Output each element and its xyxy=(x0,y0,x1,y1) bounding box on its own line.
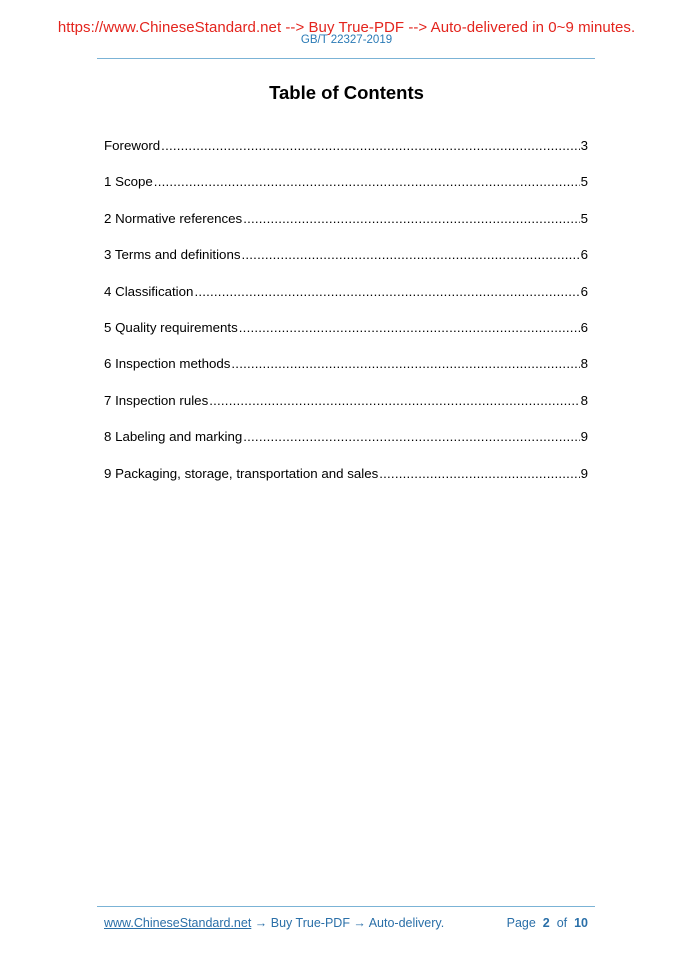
toc-entry-label: 5 Quality requirements xyxy=(104,319,238,335)
page-indicator xyxy=(507,916,588,930)
toc-entry-page: 6 xyxy=(580,319,588,335)
toc-entry-page: 6 xyxy=(580,283,588,299)
toc-entry-label: 6 Inspection methods xyxy=(104,356,231,372)
toc-entry-page: 9 xyxy=(580,465,588,481)
toc-entry-packaging[interactable] xyxy=(104,466,588,502)
dot-leader xyxy=(209,393,579,408)
page-word: Page xyxy=(506,916,536,930)
footer-left xyxy=(104,916,444,930)
promo-banner[interactable]: https://www.ChineseStandard.net --> Buy True-PDF --> Auto-delivered in 0~9 minutes. xyxy=(57,19,636,36)
dot-leader xyxy=(161,138,579,153)
toc-entry-page: 8 xyxy=(580,356,588,372)
dot-leader xyxy=(154,174,580,189)
toc-entry-terms-and-definitions[interactable] xyxy=(104,247,588,283)
dot-leader xyxy=(231,356,579,371)
standard-number: GB/T 22327-2019 xyxy=(300,34,393,46)
page-title: Table of Contents xyxy=(269,82,424,103)
toc-entry-classification[interactable] xyxy=(104,284,588,320)
dot-leader xyxy=(242,247,580,262)
dot-leader xyxy=(239,320,580,335)
header-divider xyxy=(97,58,595,59)
dot-leader xyxy=(243,429,579,444)
toc-entry-label: 4 Classification xyxy=(104,283,194,299)
current-page-number: 2 xyxy=(542,916,550,930)
toc-entry-page: 6 xyxy=(580,247,588,263)
page-footer xyxy=(104,916,588,930)
dot-leader xyxy=(379,466,579,481)
toc-entry-label: 1 Scope xyxy=(104,174,153,190)
toc-entry-page: 8 xyxy=(580,392,588,408)
toc-entry-label: 2 Normative references xyxy=(104,210,243,226)
toc-entry-label: 7 Inspection rules xyxy=(104,392,209,408)
total-pages-number: 10 xyxy=(574,916,588,930)
toc-entry-quality-requirements[interactable] xyxy=(104,320,588,356)
toc-entry-inspection-methods[interactable] xyxy=(104,356,588,392)
toc-entry-label: 8 Labeling and marking xyxy=(104,429,243,445)
toc-entry-page: 9 xyxy=(580,429,588,445)
toc-entry-page: 5 xyxy=(580,174,588,190)
toc-entry-label: Foreword xyxy=(104,138,161,153)
table-of-contents xyxy=(104,138,588,502)
footer-tagline: → Buy True-PDF → Auto-delivery. xyxy=(254,916,445,930)
footer-site-link[interactable]: www.ChineseStandard.net xyxy=(104,916,252,930)
of-word: of xyxy=(556,916,568,930)
toc-entry-labeling-and-marking[interactable] xyxy=(104,429,588,465)
toc-entry-page: 3 xyxy=(580,138,588,153)
toc-entry-foreword[interactable] xyxy=(104,138,588,174)
toc-entry-page: 5 xyxy=(580,210,588,226)
toc-entry-label: 3 Terms and definitions xyxy=(104,247,241,263)
toc-entry-label: 9 Packaging, storage, transportation and sales xyxy=(104,465,379,481)
toc-entry-inspection-rules[interactable] xyxy=(104,393,588,429)
toc-entry-normative-references[interactable] xyxy=(104,211,588,247)
toc-entry-scope[interactable] xyxy=(104,174,588,210)
dot-leader xyxy=(243,211,579,226)
footer-divider xyxy=(97,906,595,907)
dot-leader xyxy=(194,284,579,299)
